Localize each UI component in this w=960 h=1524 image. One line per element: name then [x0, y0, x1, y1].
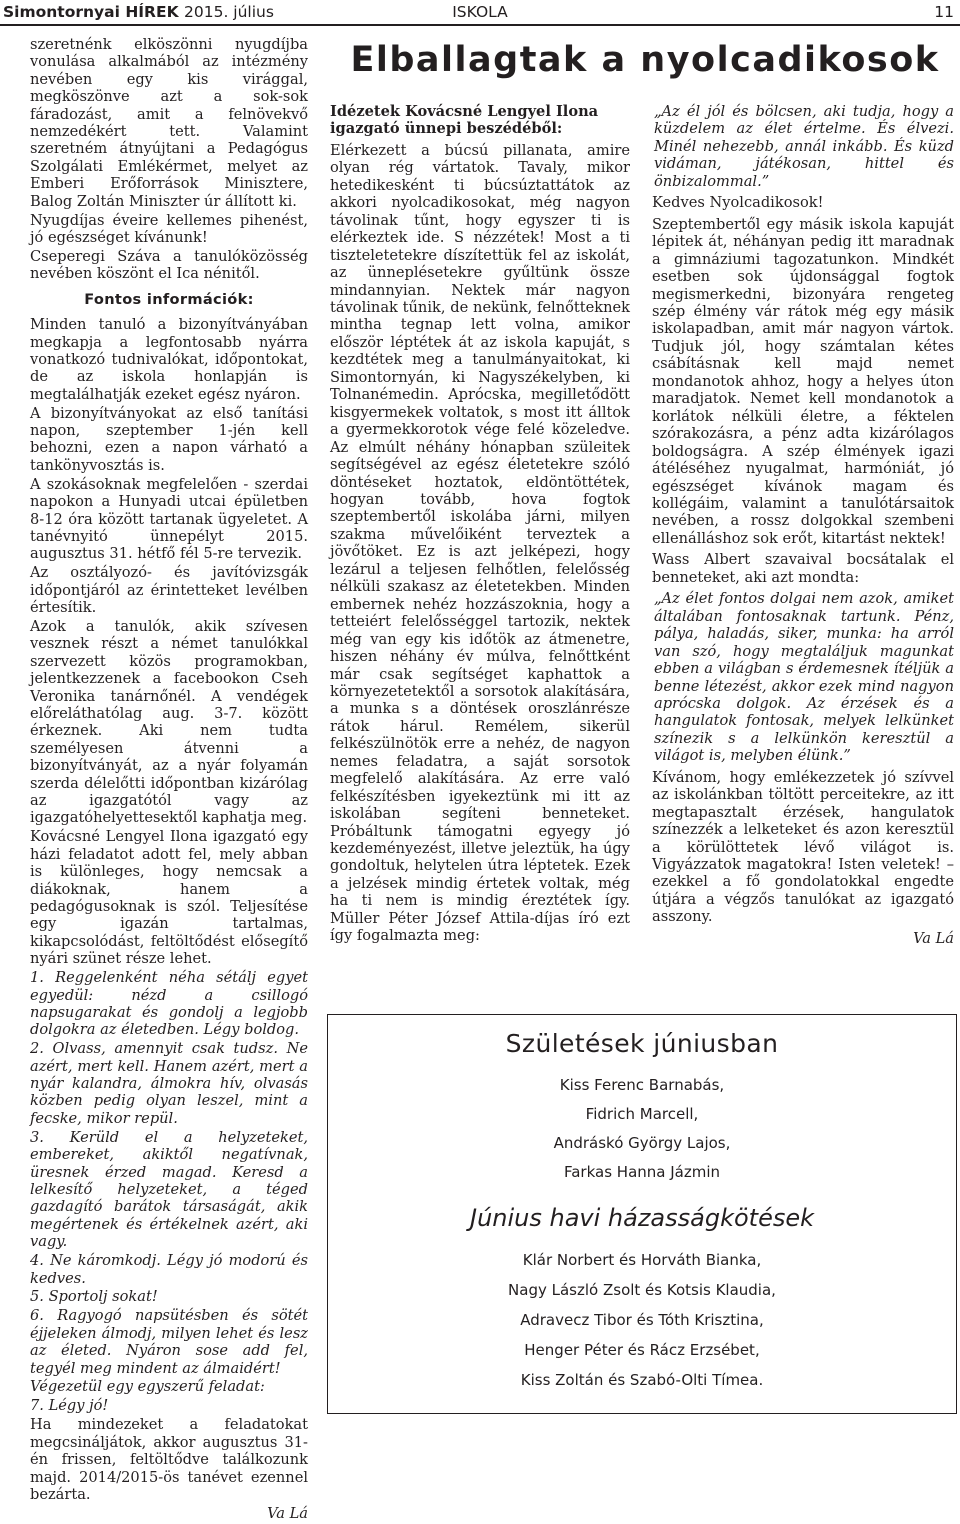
weddings-list	[328, 1245, 956, 1395]
paragraph: Minden tanuló a bizonyítványában megkapja a legfontosabb nyárra vonatkozó tudnivalókat, időpontokat, de az iskola honlapján is megtalálhatják ezeket egész nyáron.	[30, 316, 308, 403]
paragraph: Szeptembertől egy másik iskola kapuját lépitek át, néhányan pedig itt maradnak a gimnáziumi tagozatunkon. Mindkét esetben sok újdonsággal fogtok megismerkedni, bizonyára rengeteg szép élmény vár rátok még egy másik iskolapadban, amit már nagyon vártok. Tudjuk jól, hogy számtalan kétes csábításnak kell majd nemet mondanotok ahhoz, hogy a helyes úton maradjatok. Nemet kell mondanotok a korlátok nélküli életre, a féktelen szórakozásra, a pénz adta kizárólagos boldogságra. A szép élmények igazi átéléséhez nyugalmat, harmóniát, jó egészséget kívánok magam és kollégáim, valamint a tanulótársaitok nevében, a rossz dolgokkal szembeni ellenálláshoz sok erőt, kitartást nektek!	[652, 215, 954, 547]
author-signature: Va Lá	[267, 1504, 308, 1522]
article-column-2	[652, 103, 954, 951]
list-item: Kiss Ferenc Barnabás,	[559, 1076, 725, 1094]
issue-date: 2015. július	[184, 3, 274, 21]
paragraph: Cseperegi Száva a tanulóközösség nevében köszönt el Ica nénitől.	[30, 247, 308, 283]
article-body: Elérkezett a búcsú pillanata, amire olyan rég vártatok. Tavaly, mikor hetedikesként ti búcsúztattátok az akkori nyolcadikosokat, még nagyon távolinak tűnt, hogy egyszer ti is elérkeztek ide. S nézzétek! Most a ti tiszteletetekre díszítettük fel az iskolát, az ünneplésetekre gyűltünk össze mindannyian. Nektek már nagyon távolinak tűnik, de nekünk, felnőtteknek mintha tegnap lett volna, amikor először léptétek át az iskola kapuját, s kezdtétek meg a tanulmányaitokat, ki Simontornyán, ki Nagyszékelyben, ki Tolnanémedin. Aprócska, megilletődött kisgyermekek voltatok, s most itt álltok a gyermekkorotok vége felé közeledve. Az elmúlt néhány hónapban szüleitek segítségével az egész életetekre szóló döntéseket hoztatok, eldöntöttétek, hogyan tovább, hova fogtok szeptembertől iskolába járni, milyen szakma művelőiként terveztek a jövőtöket. Ez is azt jelképezi, hogy lezárul a teljesen felhőtlen, felelősség nélküli szakasz az életetekben. Minden embernek nehéz hozzászoknia, hogy a tetteiért felelősséggel tartozik, nektek még van egy kis időtök az átmenetre, hiszen néhány év múlva, felnőttként már csak segítséget kaphattok a környezetetektől a sorsotok alakítására, a munka s a döntések oroszlánrésze rátok hárul. Remélem, sikerül felkészülnötök erre a nehéz, de nagyon nemes feladatra, a saját sorsotok megfelelő alakítására. Az erre való felkészítésben igyekeztünk mi itt az iskolában segíteni benneteket. Próbáltunk támogatni egyegy jó kezdeményezést, illetve jeleztük, ha úgy gondoltuk, helytelen útra léptetek. Ezek a jelzések mindig értetek voltak, még ha ti nem is mindig éreztétek így. Müller Péter József Attila-díjas író ezt így fogalmazta meg:	[330, 141, 630, 945]
paragraph: A bizonyítványokat az első tanítási napon, szeptember 1-jén kell behozni, ezen a napon várható a tankönyvosztás is.	[30, 404, 308, 474]
weddings-heading: Június havi házasságkötések	[469, 1204, 815, 1232]
list-item: Andráskó György Lajos,	[553, 1134, 731, 1152]
list-item: Fidrich Marcell,	[585, 1105, 699, 1123]
list-item: Henger Péter és Rácz Erzsébet,	[524, 1341, 760, 1359]
homework-item: 5. Sportolj sokat!	[30, 1288, 158, 1306]
article-lead: Idézetek Kovácsné Lengyel Ilona igazgató ünnepi beszédéből:	[330, 103, 599, 138]
list-item: Nagy László Zsolt és Kotsis Klaudia,	[508, 1281, 776, 1299]
page-number: 11	[934, 3, 954, 21]
list-item: Adravecz Tibor és Tóth Krisztina,	[520, 1311, 764, 1329]
paragraph: Wass Albert szavaival bocsátalak el benneteket, aki azt mondta:	[652, 551, 954, 586]
article-column-1	[330, 103, 630, 945]
paragraph: Azok a tanulók, akik szívesen vesznek részt a német tanulókkal szervezett közös programokban, jelentkezzenek a facebookon Cseh Veronika tanárnőnél. A vendégek előreláthatólag aug. 3-7. között érkeznek. Aki nem tudta személyesen átvenni a bizonyítványát, az a nyár folyamán szerda délelőtti időpontban kizárólag az igazgatótól vagy az igazgatóhelyettesektől kaphatja meg.	[30, 618, 308, 827]
section-subheading: Fontos információk:	[84, 290, 254, 308]
left-column	[30, 36, 308, 1524]
homework-item: Végezetül egy egyszerű feladat:	[30, 1378, 265, 1396]
paragraph: szeretnénk elköszönni nyugdíjba vonulása alkalmából az intézmény nevében egy kis virággal, megköszönve azt a sok-sok fáradozást, amit a felnövekvő nemzedékért tett. Valamint szeretném átnyújtani a Pedagógus Szolgálati Emlékérmet, melyet az Emberi Erőforrások Minisztere, Balog Zoltán Miniszter úr állított ki.	[30, 36, 308, 210]
paragraph: Kívánom, hogy emlékezzetek jó szívvel az iskolánkban töltött perceitekre, az itt megtapasztalt érzések, hangulatok színezzék a lelketeket és azon keresztül a körülöttetek lévő világot is. Vigyázzatok magatokra! Isten veletek! – ezekkel a fő gondolatokkal engedte útjára a végzős tanulókat az igazgató asszony.	[652, 768, 954, 926]
homework-item: 6. Ragyogó napsütésben és sötét éjjeleken álmodj, milyen lehet és lesz az életed. Nyáron sose add fel, tegyél meg mindent az álmaidért!	[30, 1307, 308, 1377]
greeting: Kedves Nyolcadikosok!	[652, 194, 824, 212]
quote: „Az élet fontos dolgai nem azok, amiket általában fontosaknak tartunk. Pénz, pálya, haladás, siker, munka: ha arról van szó, hogy megtaláljuk magunkat ebben a világban s érdemesnek ítéljük a benne létezést, akkor ezek mind nagyon aprócska dolgok. Az érzések és a hangulatok fontosak, melyek lelkünket színezik s a lelkünkön keresztül a világot is, melyben élünk.”	[654, 590, 954, 765]
homework-item: 4. Ne káromkodj. Légy jó modorú és kedves.	[30, 1252, 308, 1287]
paragraph: Kovácsné Lengyel Ilona igazgató egy házi feladatot adott fel, mely abban is különleges, hogy nemcsak a diákoknak, hanem a pedagógusoknak is szól. Teljesítése egy igazán tartalmas, kikapcsolódást, feltöltődést elősegítő nyári szünet része lehet.	[30, 828, 308, 968]
quote: „Az él jól és bölcsen, aki tudja, hogy a küzdelem az élet értelme. És élvezi. Minél nehezebb, annál inkább. És küzd vidáman, játékosan, hittel és önbizalommal.”	[654, 103, 954, 190]
paragraph: Ha mindezeket a feladatokat megcsináljátok, akkor augusztus 31-én frissen, feltöltődve találkozunk majd. 2014/2015-ös tanévet ezennel bezárta.	[30, 1416, 308, 1503]
births-list	[328, 1071, 956, 1187]
list-item: Farkas Hanna Jázmin	[563, 1163, 721, 1181]
homework-item: 3. Kerüld el a helyzeteket, embereket, akiktől negatívnak, üresnek érzed magad. Keresd a lelkesítő helyzeteket, a téged gazdagító barátok társaságát, akik megértenek és értékelnek azért, aki vagy.	[30, 1128, 308, 1251]
homework-item: 7. Légy jó!	[30, 1397, 109, 1415]
births-heading: Születések júniusban	[505, 1029, 779, 1058]
paragraph: A szokásoknak megfelelően - szerdai napokon a Hunyadi utcai épületben 8-12 óra között tartanak ügyeletet. A tanévnyitó ünnepélyt 2015. augusztus 31. hétfő fél 5-re tervezik.	[30, 475, 308, 563]
page-header	[0, 0, 960, 26]
author-signature: Va Lá	[913, 929, 954, 947]
section-title: ISKOLA	[452, 3, 508, 21]
announcements-box	[327, 1014, 957, 1414]
homework-item: 1. Reggelenként néha sétálj egyet egyedül: nézd a csillogó napsugarakat és gondolj a legjobb dolgokra az életedben. Légy boldog.	[30, 969, 308, 1039]
list-item: Kiss Zoltán és Szabó-Olti Tímea.	[520, 1371, 764, 1389]
article-title: Elballagtak a nyolcadikosok	[350, 40, 940, 80]
list-item: Klár Norbert és Horváth Bianka,	[522, 1251, 762, 1269]
paragraph: Az osztályozó- és javítóvizsgák időpontjáról az érintetteket levélben értesítik.	[30, 564, 308, 617]
newspaper-name: Simontornyai HÍREK 2015. július	[3, 3, 274, 21]
homework-item: 2. Olvass, amennyit csak tudsz. Ne azért, mert kell. Hanem azért, mert a nyár kalandra, álmokra hív, olvasás közben pedig olyan leszel, mint a fecske, mikor repül.	[30, 1040, 308, 1127]
paragraph: Nyugdíjas éveire kellemes pihenést, jó egészséget kívánunk!	[30, 211, 308, 246]
